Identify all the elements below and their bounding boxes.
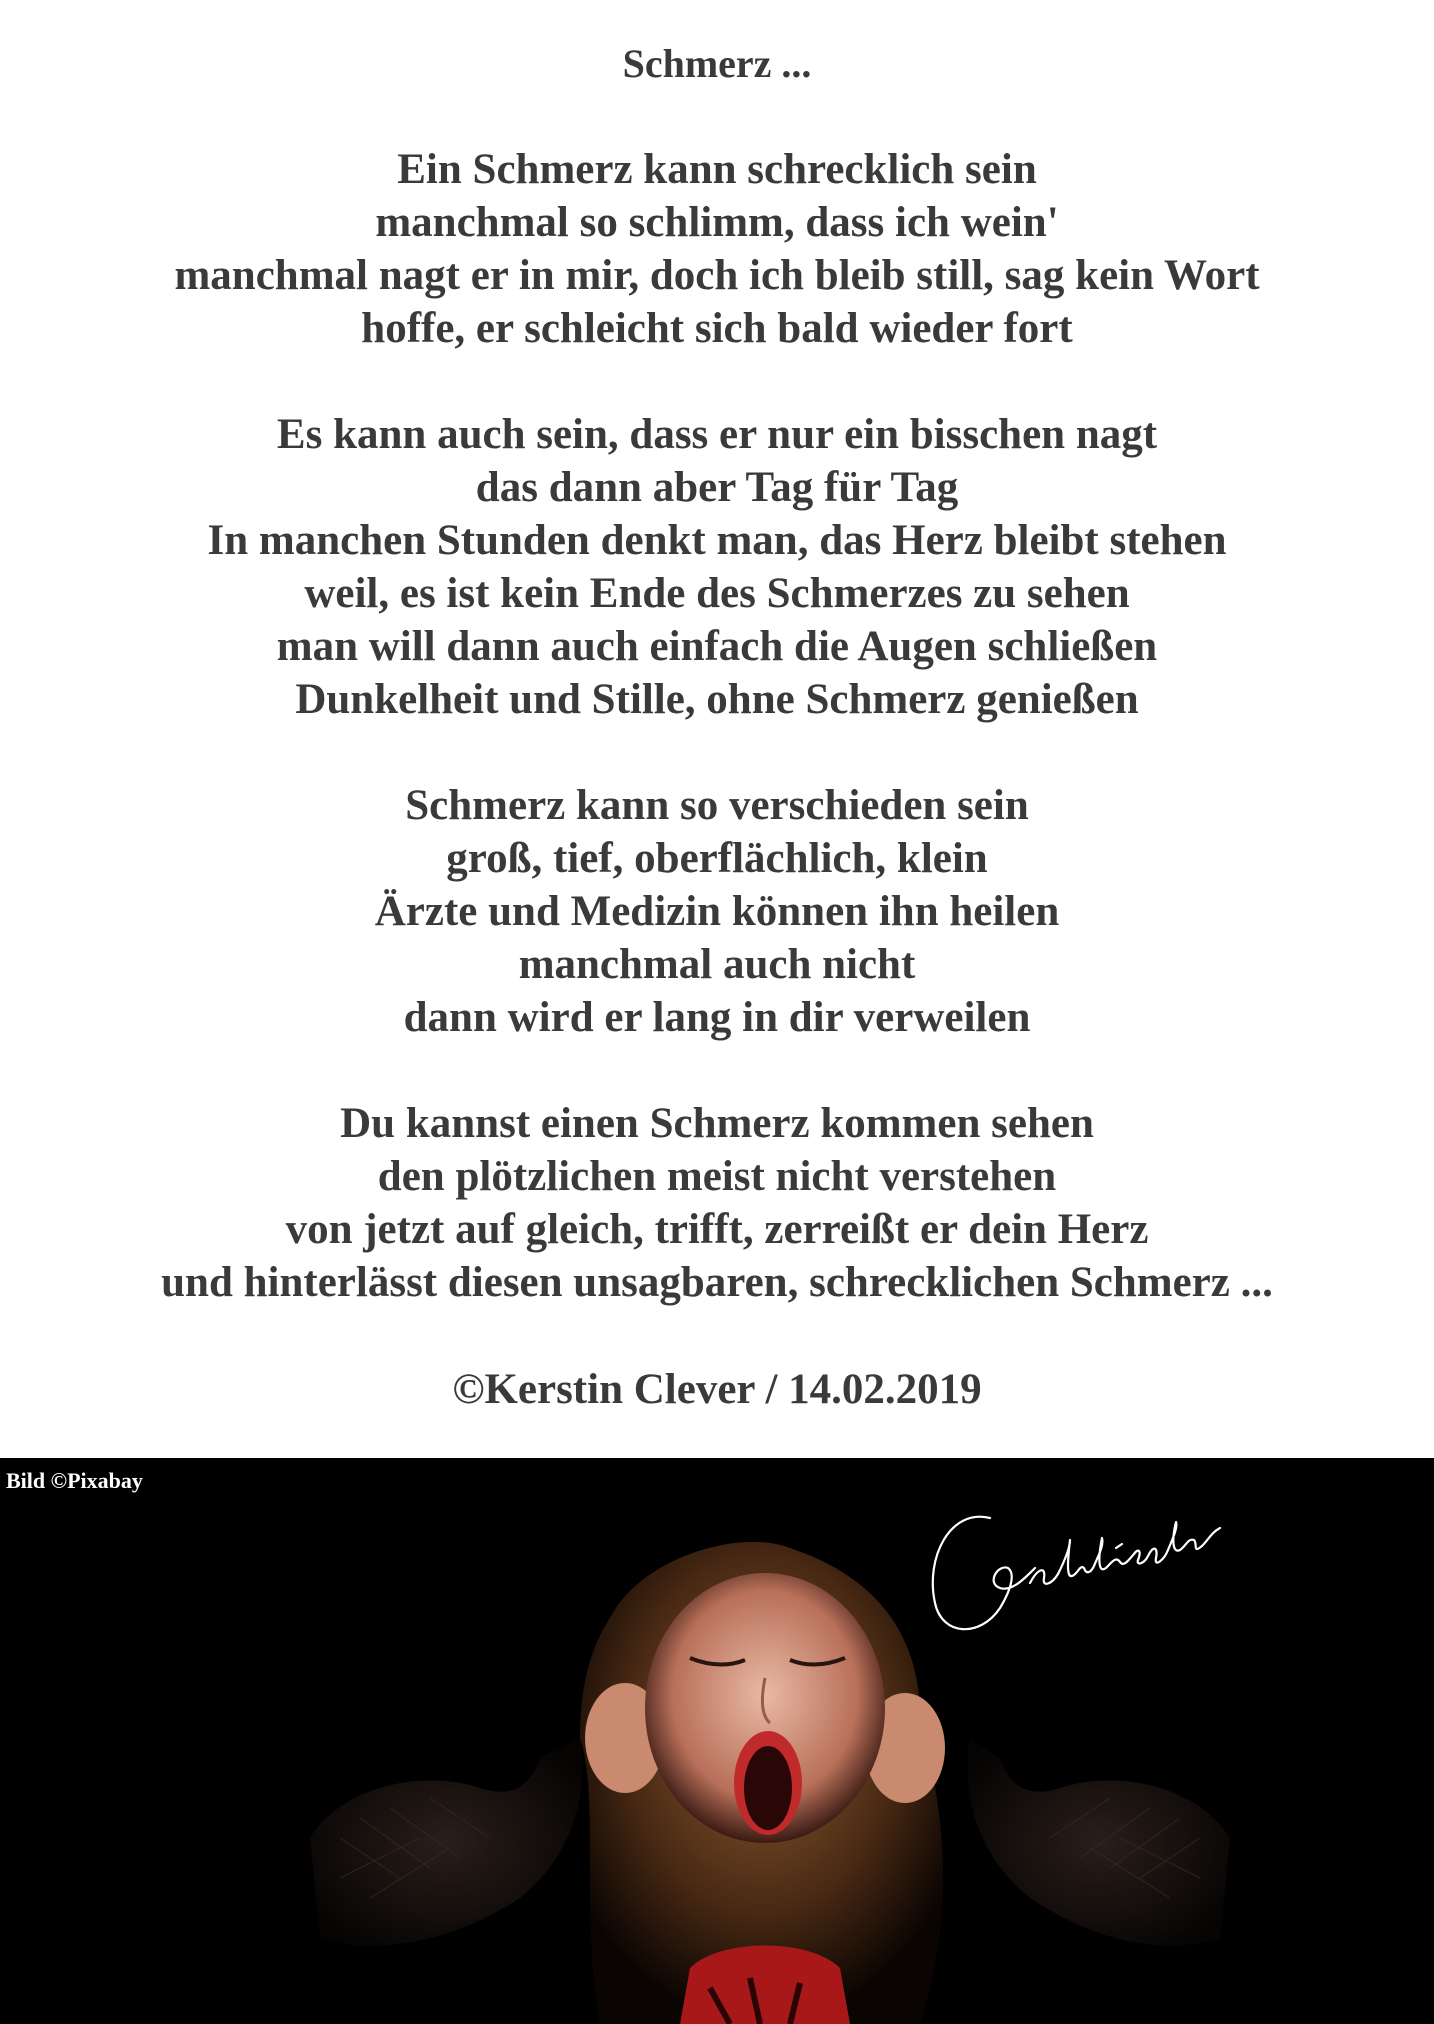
copyright-line: ©Kerstin Clever / 14.02.2019: [452, 1366, 982, 1413]
poem-line: Schmerz kann so verschieden sein: [405, 782, 1029, 829]
poem-line: manchmal so schlimm, dass ich wein': [375, 199, 1059, 246]
poem-line: das dann aber Tag für Tag: [475, 464, 959, 511]
poem-line: und hinterlässt diesen unsagbaren, schrecklichen Schmerz ...: [161, 1259, 1273, 1306]
photo-subject: [280, 1538, 1260, 2024]
poem-line: manchmal nagt er in mir, doch ich bleib still, sag kein Wort: [174, 252, 1260, 299]
poem-line: Dunkelheit und Stille, ohne Schmerz genießen: [295, 676, 1139, 723]
poem-line: von jetzt auf gleich, trifft, zerreißt er dein Herz: [285, 1206, 1149, 1253]
poem-line: hoffe, er schleicht sich bald wieder fort: [361, 305, 1073, 352]
poem-line: In manchen Stunden denkt man, das Herz bleibt stehen: [207, 517, 1227, 564]
poem-line: Es kann auch sein, dass er nur ein bisschen nagt: [276, 411, 1158, 458]
poem-line: den plötzlichen meist nicht verstehen: [377, 1153, 1057, 1200]
poem-line: weil, es ist kein Ende des Schmerzes zu sehen: [304, 570, 1130, 617]
poem-title: Schmerz ...: [622, 41, 812, 86]
poem-line: groß, tief, oberflächlich, klein: [446, 835, 988, 882]
poem-line: dann wird er lang in dir verweilen: [403, 994, 1031, 1041]
poem-line: man will dann auch einfach die Augen schließen: [276, 623, 1158, 670]
poem-line: Du kannst einen Schmerz kommen sehen: [340, 1100, 1094, 1147]
image-credit: Bild ©Pixabay: [6, 1468, 143, 1493]
poem-line: Ein Schmerz kann schrecklich sein: [397, 146, 1037, 193]
poem-line: Ärzte und Medizin können ihn heilen: [374, 888, 1060, 935]
photo-banner: [0, 1458, 1434, 2024]
poem-line: manchmal auch nicht: [518, 941, 916, 988]
